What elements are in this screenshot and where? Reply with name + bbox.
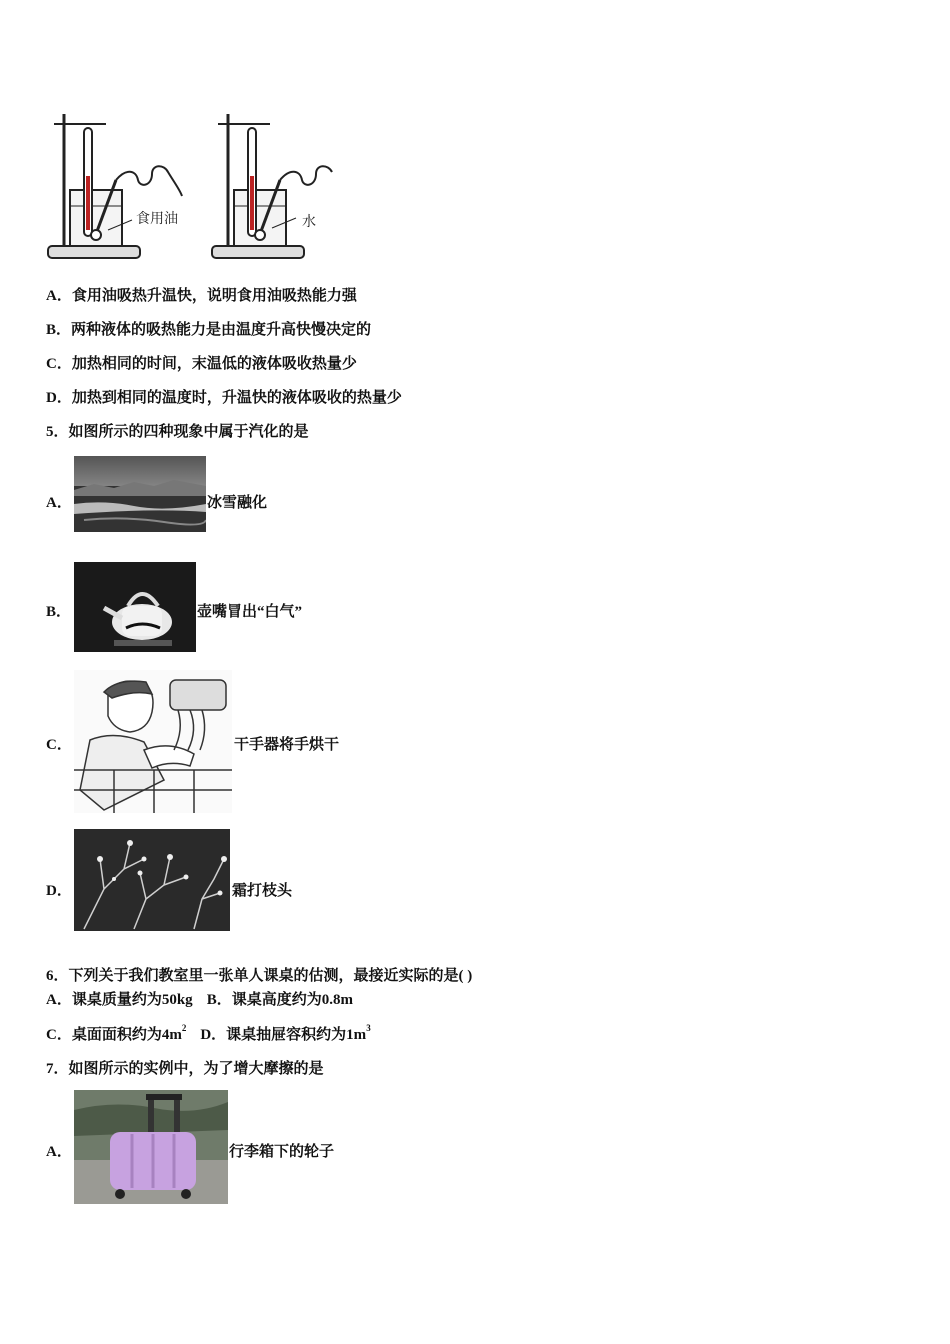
q7-stem: 7．如图所示的实例中，为了增大摩擦的是 (46, 1061, 324, 1077)
q6-option-b: B．课桌高度约为0.8m (206, 992, 353, 1008)
q4-option-a: A．食用油吸热升温快，说明食用油吸热能力强 (46, 288, 357, 304)
heating-apparatus-figure (40, 108, 340, 268)
q7-option-a-letter: A． (46, 1144, 72, 1160)
frost-branches-photo (74, 829, 230, 931)
q5-option-a-letter: A． (46, 495, 72, 511)
q6-option-c: C．桌面面积约为$4m^2$ (46, 1023, 187, 1043)
oil-apparatus (48, 114, 182, 258)
q5-option-c-letter: C． (46, 737, 72, 753)
q5-option-b-text: 壶嘴冒出“白气” (197, 604, 303, 620)
q5-option-d-text: 霜打枝头 (232, 883, 293, 899)
q6-options-ab (46, 990, 353, 1010)
oil-label: 食用油 (136, 210, 178, 226)
water-apparatus (212, 114, 332, 258)
q6-options-cd (46, 1025, 371, 1045)
q6-option-a: A．课桌质量约为50kg (46, 992, 193, 1008)
q4-option-d: D．加热到相同的温度时，升温快的液体吸收的热量少 (46, 390, 402, 406)
q7-option-a-text: 行李箱下的轮子 (229, 1144, 335, 1160)
ice-melting-photo (74, 456, 206, 532)
suitcase-wheels-photo (74, 1090, 228, 1204)
q5-stem: 5．如图所示的四种现象中属于汽化的是 (46, 424, 309, 440)
q4-option-b: B．两种液体的吸热能力是由温度升高快慢决定的 (46, 322, 372, 338)
q6-stem: 6．下列关于我们教室里一张单人课桌的估测，最接近实际的是( ) (46, 968, 473, 984)
q4-option-c: C．加热相同的时间，末温低的液体吸收热量少 (46, 356, 357, 372)
q6-option-d: D．课桌抽屉容积约为$1m^3$ (200, 1023, 371, 1043)
q5-option-a-text: 冰雪融化 (207, 495, 268, 511)
kettle-steam-photo (74, 562, 196, 652)
q5-option-b-letter: B． (46, 604, 72, 620)
q5-option-d-letter: D． (46, 883, 72, 899)
q5-option-c-text: 干手器将手烘干 (234, 737, 340, 753)
hand-dryer-illustration (74, 670, 232, 813)
water-label: 水 (302, 213, 316, 229)
